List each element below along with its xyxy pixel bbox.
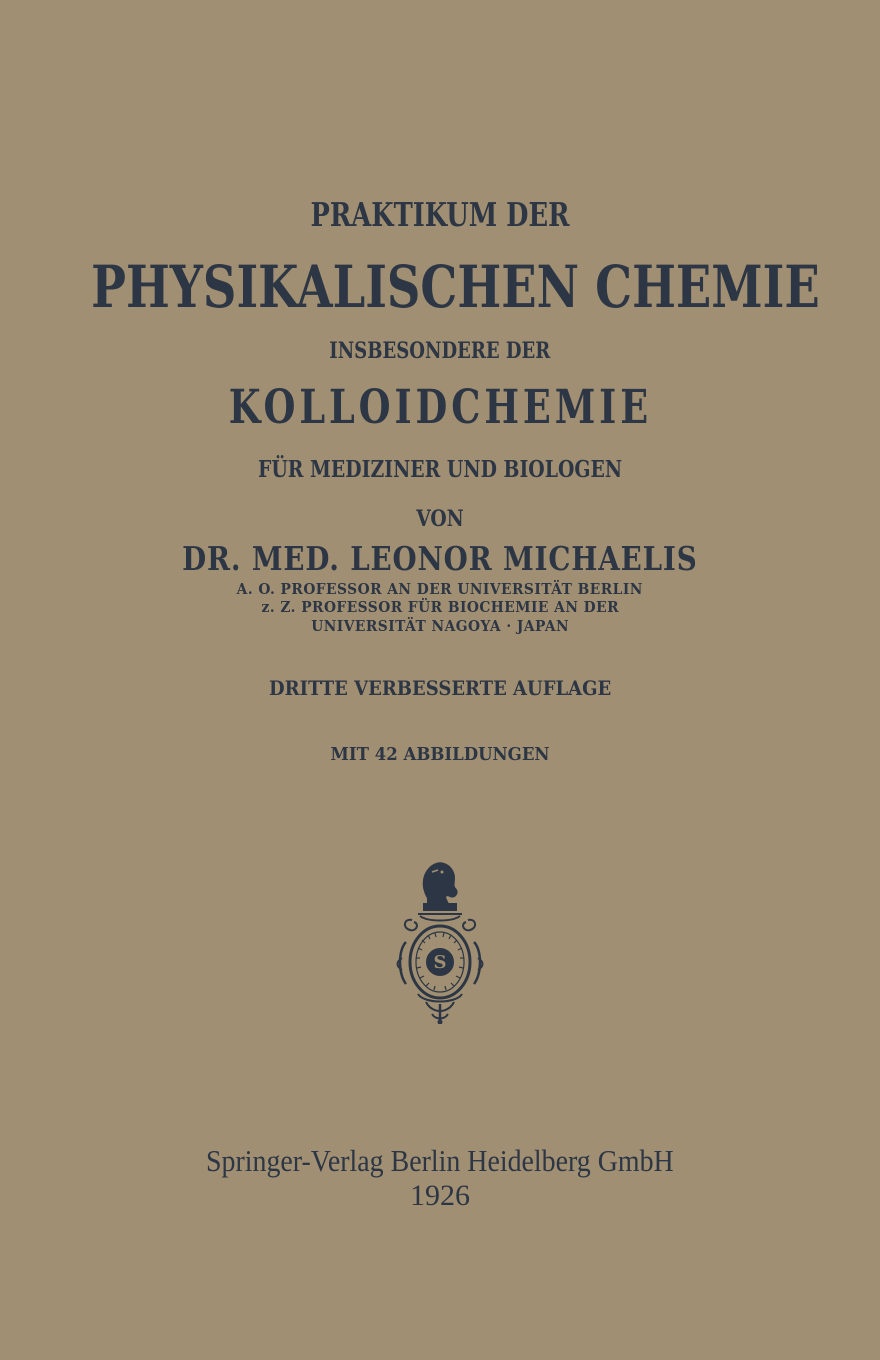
publication-year: 1926 xyxy=(410,1179,470,1212)
audience-line: FÜR MEDIZINER UND BIOLOGEN xyxy=(257,456,623,483)
publisher-imprint: Springer-Verlag Berlin Heidelberg GmbH xyxy=(206,1143,674,1178)
subtitle-connector: INSBESONDERE DER xyxy=(329,338,551,364)
springer-knight-emblem-icon xyxy=(392,858,488,1024)
author-name: DR. MED. LEONOR MICHAELIS xyxy=(182,539,698,578)
series-heading: PRAKTIKUM DER xyxy=(310,195,570,234)
illustrations-count: MIT 42 ABBILDUNGEN xyxy=(330,744,550,765)
author-affiliation: UNIVERSITÄT NAGOYA · JAPAN xyxy=(311,617,569,635)
secondary-title: KOLLOIDCHEMIE xyxy=(228,380,652,435)
by-line: VON xyxy=(416,506,464,532)
author-affiliation: z. Z. PROFESSOR FÜR BIOCHEMIE AN DER xyxy=(261,598,619,616)
emblem-letter: S xyxy=(433,952,447,973)
author-affiliation: A. O. PROFESSOR AN DER UNIVERSITÄT BERLIN xyxy=(236,580,644,598)
main-title: PHYSIKALISCHEN CHEMIE xyxy=(91,253,820,321)
edition-line: DRITTE VERBESSERTE AUFLAGE xyxy=(268,676,612,700)
